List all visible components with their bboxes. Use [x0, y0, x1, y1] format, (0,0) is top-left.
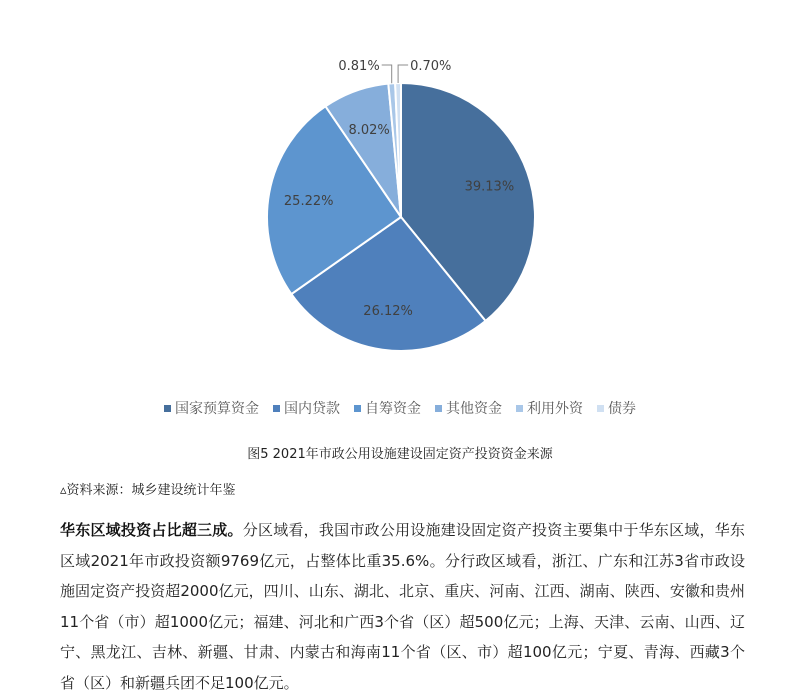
legend-swatch	[273, 405, 280, 412]
legend-swatch	[435, 405, 442, 412]
data-label-self-raised: 25.22%	[283, 194, 334, 210]
legend-swatch	[164, 405, 171, 412]
paragraph-body: 分区域看，我国市政公用设施建设固定资产投资主要集中于华东区域，华东区域2021年市政投资额9769亿元，占整体比重35.6%。分行政区域看，浙江、广东和江苏3省市政设施固定资产投资超2000亿元，四川、山东、湖北、北京、重庆、河南、江西、湖南、陕西、安徽和贵州11个省（市）超1000亿元；福建、河北和广西3个省（区）超500亿元；上海、天津、云南、山西、辽宁、黑龙江、吉林、新疆、甘肃、内蒙古和海南11个省（区、市）超100亿元；宁夏、青海、西藏3个省（区）和新疆兵团不足100亿元。	[60, 521, 745, 692]
legend-item-foreign-capital	[516, 398, 583, 418]
body-paragraph	[60, 515, 745, 698]
figure-caption: 图5 2021年市政公用设施建设固定资产投资资金来源	[247, 447, 553, 462]
leader-line-bonds	[398, 65, 408, 83]
legend-item-bonds	[597, 398, 636, 418]
legend-label: 债券	[608, 401, 636, 417]
data-label-bonds: 0.70%	[410, 59, 452, 74]
data-label-national-budget: 39.13%	[464, 179, 515, 195]
legend-label: 利用外资	[527, 401, 583, 417]
source-note: ▵资料来源：城乡建设统计年鉴	[60, 483, 236, 498]
legend-label: 其他资金	[446, 401, 502, 417]
paragraph-lead: 华东区域投资占比超三成。	[60, 521, 243, 539]
legend-swatch	[354, 405, 361, 412]
legend-swatch	[597, 405, 604, 412]
legend-label: 国内贷款	[284, 401, 340, 417]
legend-item-domestic-loans	[273, 398, 340, 418]
legend-item-self-raised	[354, 398, 421, 418]
legend-label: 国家预算资金	[175, 401, 259, 417]
legend-item-other-funds	[435, 398, 502, 418]
data-label-foreign-capital: 0.81%	[338, 59, 380, 74]
data-label-domestic-loans: 26.12%	[363, 303, 413, 319]
legend-label: 自筹资金	[365, 401, 421, 417]
legend-item-national-budget	[164, 398, 259, 418]
data-label-other-funds: 8.02%	[348, 122, 390, 138]
legend-swatch	[516, 405, 523, 412]
leader-line-foreign-capital	[382, 65, 392, 83]
chart-legend	[0, 396, 800, 420]
